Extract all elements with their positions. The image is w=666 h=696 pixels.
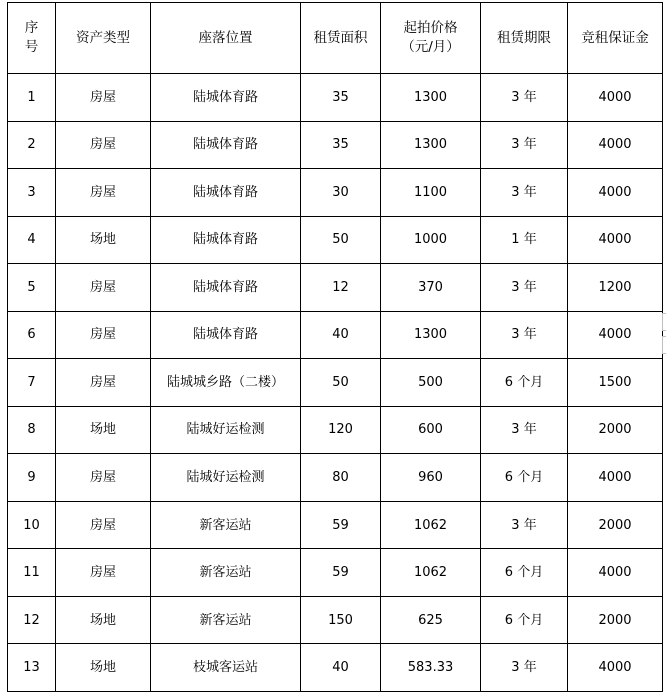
- cell-type: 房屋: [56, 311, 151, 359]
- cell-deposit: 2000: [568, 501, 663, 549]
- cell-no: 6: [8, 311, 56, 359]
- header-term: 租赁期限: [481, 3, 568, 74]
- cell-location: 陆城城乡路（二楼）: [151, 359, 301, 407]
- cell-price: 500: [381, 359, 481, 407]
- cell-location: 陆城体育路: [151, 264, 301, 312]
- cell-area: 80: [301, 454, 381, 502]
- table-body: [8, 74, 663, 692]
- cell-location: 新客运站: [151, 596, 301, 644]
- cell-deposit: 4000: [568, 644, 663, 692]
- cell-location: 陆城体育路: [151, 169, 301, 217]
- cell-price: 1100: [381, 169, 481, 217]
- cell-price: 625: [381, 596, 481, 644]
- cell-type: 房屋: [56, 549, 151, 597]
- cell-deposit: 4000: [568, 74, 663, 122]
- cell-term: 3 年: [481, 121, 568, 169]
- cell-no: 1: [8, 74, 56, 122]
- cell-type: 房屋: [56, 121, 151, 169]
- cell-price: 1062: [381, 549, 481, 597]
- cell-deposit: 1200: [568, 264, 663, 312]
- cell-deposit: 2000: [568, 596, 663, 644]
- table-row: [8, 264, 663, 312]
- cell-location: 陆城体育路: [151, 121, 301, 169]
- cell-no: 2: [8, 121, 56, 169]
- cell-term: 3 年: [481, 264, 568, 312]
- table-row: [8, 216, 663, 264]
- margin-marker: [662, 313, 666, 331]
- cell-price: 1000: [381, 216, 481, 264]
- cell-location: 陆城好运检测: [151, 406, 301, 454]
- cell-price: 960: [381, 454, 481, 502]
- cell-area: 12: [301, 264, 381, 312]
- cell-deposit: 4000: [568, 216, 663, 264]
- cell-deposit: 2000: [568, 406, 663, 454]
- cell-area: 35: [301, 74, 381, 122]
- cell-deposit: 4000: [568, 549, 663, 597]
- cell-type: 房屋: [56, 264, 151, 312]
- cell-area: 50: [301, 216, 381, 264]
- cell-type: 房屋: [56, 454, 151, 502]
- cell-price: 370: [381, 264, 481, 312]
- cell-no: 5: [8, 264, 56, 312]
- cell-term: 6 个月: [481, 549, 568, 597]
- cell-term: 3 年: [481, 644, 568, 692]
- cell-area: 40: [301, 644, 381, 692]
- cell-type: 房屋: [56, 169, 151, 217]
- cell-type: 场地: [56, 406, 151, 454]
- lease-table: [7, 2, 663, 692]
- cell-location: 新客运站: [151, 549, 301, 597]
- cell-term: 3 年: [481, 169, 568, 217]
- cell-location: 陆城体育路: [151, 74, 301, 122]
- header-price: 起拍价格 （元/月）: [381, 3, 481, 74]
- cell-deposit: 1500: [568, 359, 663, 407]
- table-row: [8, 549, 663, 597]
- cell-price: 1300: [381, 311, 481, 359]
- margin-marker: [662, 336, 666, 354]
- cell-deposit: 4000: [568, 169, 663, 217]
- cell-term: 3 年: [481, 74, 568, 122]
- cell-price: 583.33: [381, 644, 481, 692]
- cell-area: 59: [301, 549, 381, 597]
- cell-no: 11: [8, 549, 56, 597]
- cell-price: 1300: [381, 121, 481, 169]
- header-type: 资产类型: [56, 3, 151, 74]
- cell-location: 陆城好运检测: [151, 454, 301, 502]
- cell-term: 3 年: [481, 501, 568, 549]
- table-row: [8, 501, 663, 549]
- table-row: [8, 169, 663, 217]
- cell-term: 6 个月: [481, 454, 568, 502]
- cell-deposit: 4000: [568, 454, 663, 502]
- cell-deposit: 4000: [568, 311, 663, 359]
- cell-type: 场地: [56, 216, 151, 264]
- cell-location: 陆城体育路: [151, 216, 301, 264]
- cell-term: 3 年: [481, 311, 568, 359]
- cell-area: 59: [301, 501, 381, 549]
- cell-no: 8: [8, 406, 56, 454]
- cell-term: 1 年: [481, 216, 568, 264]
- cell-area: 35: [301, 121, 381, 169]
- cell-price: 1300: [381, 74, 481, 122]
- table-row: [8, 359, 663, 407]
- table-row: [8, 74, 663, 122]
- cell-price: 1062: [381, 501, 481, 549]
- cell-area: 50: [301, 359, 381, 407]
- cell-no: 7: [8, 359, 56, 407]
- cell-price: 600: [381, 406, 481, 454]
- table-row: [8, 454, 663, 502]
- cell-type: 场地: [56, 644, 151, 692]
- cell-term: 3 年: [481, 406, 568, 454]
- cell-type: 场地: [56, 596, 151, 644]
- cell-no: 3: [8, 169, 56, 217]
- cell-type: 房屋: [56, 359, 151, 407]
- cell-no: 10: [8, 501, 56, 549]
- table-row: [8, 406, 663, 454]
- cell-area: 40: [301, 311, 381, 359]
- cell-area: 120: [301, 406, 381, 454]
- cell-term: 6 个月: [481, 596, 568, 644]
- cell-location: 枝城客运站: [151, 644, 301, 692]
- cell-type: 房屋: [56, 501, 151, 549]
- header-location: 座落位置: [151, 3, 301, 74]
- cell-no: 9: [8, 454, 56, 502]
- cell-deposit: 4000: [568, 121, 663, 169]
- header-area: 租赁面积: [301, 3, 381, 74]
- table-row: [8, 644, 663, 692]
- cell-no: 13: [8, 644, 56, 692]
- header-row: [8, 3, 663, 74]
- table-row: [8, 311, 663, 359]
- cell-term: 6 个月: [481, 359, 568, 407]
- header-deposit: 竞租保证金: [568, 3, 663, 74]
- cell-type: 房屋: [56, 74, 151, 122]
- cell-no: 12: [8, 596, 56, 644]
- cell-location: 新客运站: [151, 501, 301, 549]
- table-row: [8, 596, 663, 644]
- cell-location: 陆城体育路: [151, 311, 301, 359]
- cell-area: 150: [301, 596, 381, 644]
- cell-no: 4: [8, 216, 56, 264]
- table-row: [8, 121, 663, 169]
- header-no: 序 号: [8, 3, 56, 74]
- cell-area: 30: [301, 169, 381, 217]
